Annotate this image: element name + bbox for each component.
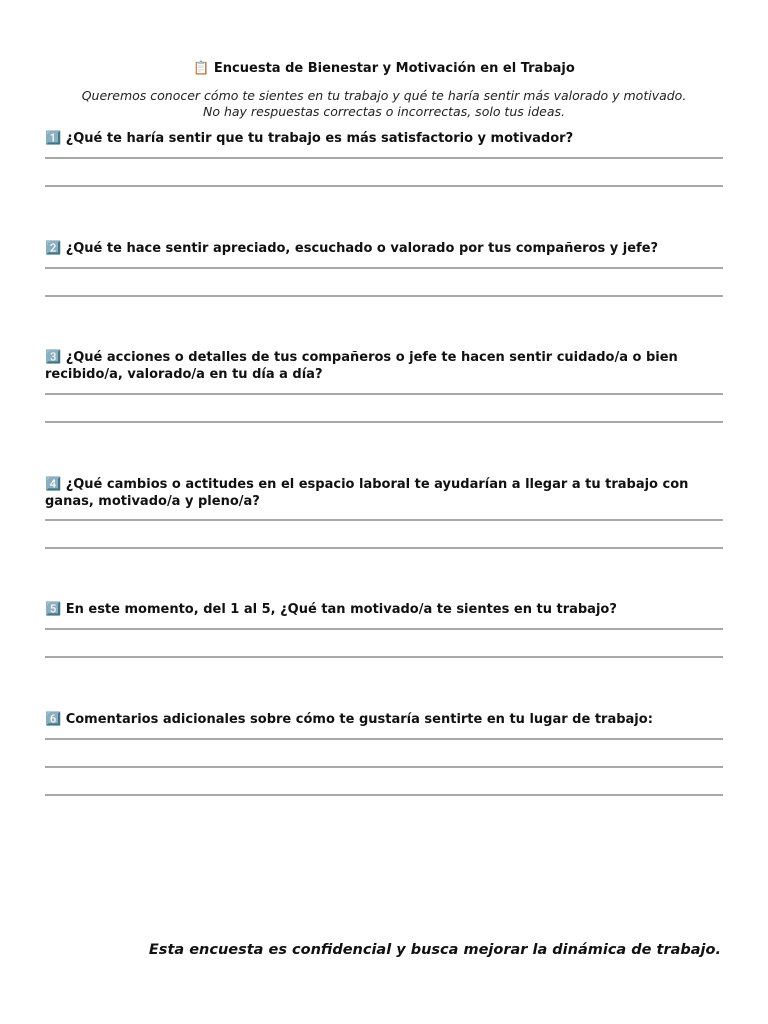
answer-line-3a[interactable] <box>45 393 723 395</box>
survey-title: 📋 Encuesta de Bienestar y Motivación en el Trabajo <box>193 61 575 76</box>
answer-line-1b[interactable] <box>45 185 723 187</box>
question-6: 6️⃣ Comentarios adicionales sobre cómo te gustaría sentirte en tu lugar de trabajo: <box>45 712 653 727</box>
question-5: 5️⃣ En este momento, del 1 al 5, ¿Qué tan motivado/a te sientes en tu trabajo? <box>45 602 617 617</box>
answer-line-6b[interactable] <box>45 766 723 768</box>
intro-line-2: No hay respuestas correctas o incorrectas, solo tus ideas. <box>203 104 565 119</box>
confidentiality-note: Esta encuesta es confidencial y busca mejorar la dinámica de trabajo. <box>148 942 721 958</box>
answer-line-2a[interactable] <box>45 267 723 269</box>
answer-line-6a[interactable] <box>45 738 723 740</box>
question-2: 2️⃣ ¿Qué te hace sentir apreciado, escuchado o valorado por tus compañeros y jefe? <box>45 241 659 256</box>
question-3: 3️⃣ ¿Qué acciones o detalles de tus compañeros o jefe te hacen sentir cuidado/a o bien recibido/a, valorado/a en tu día a día? <box>45 350 678 382</box>
question-4: 4️⃣ ¿Qué cambios o actitudes en el espacio laboral te ayudarían a llegar a tu trabajo con ganas, motivado/a y pleno/a? <box>45 477 689 509</box>
answer-line-4b[interactable] <box>45 547 723 549</box>
intro-line-1: Queremos conocer cómo te sientes en tu trabajo y qué te haría sentir más valorado y motivado. <box>81 88 687 103</box>
answer-line-1a[interactable] <box>45 157 723 159</box>
answer-line-5b[interactable] <box>45 656 723 658</box>
answer-line-6c[interactable] <box>45 794 723 796</box>
answer-line-3b[interactable] <box>45 421 723 423</box>
answer-line-2b[interactable] <box>45 295 723 297</box>
survey-intro <box>0 88 768 120</box>
answer-line-4a[interactable] <box>45 519 723 521</box>
answer-line-5a[interactable] <box>45 628 723 630</box>
question-1: 1️⃣ ¿Qué te haría sentir que tu trabajo es más satisfactorio y motivador? <box>45 131 574 146</box>
